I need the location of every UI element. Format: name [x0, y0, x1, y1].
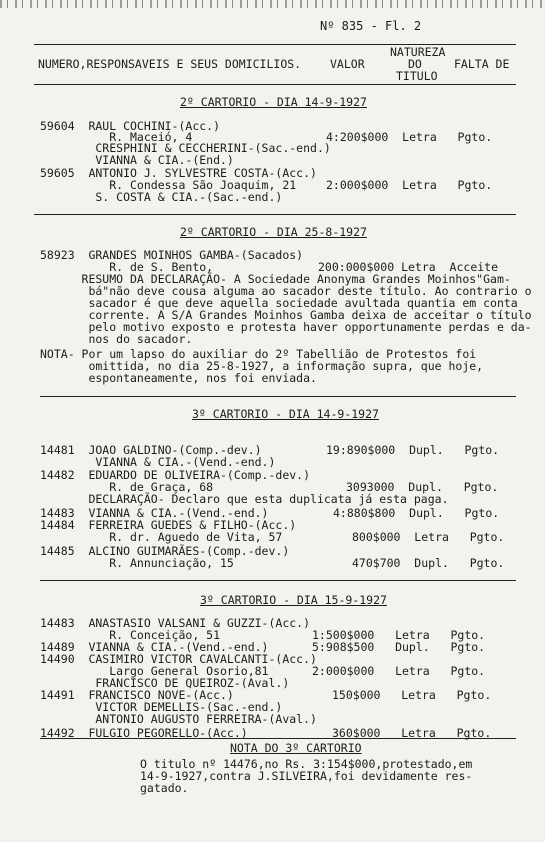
section-title-3-cartorio-15-9: 3º CARTORIO - DIA 15-9-1927	[200, 593, 387, 607]
scan-noise-top	[0, 0, 545, 8]
entry-amount: 4:200$000 Letra Pgto.	[326, 130, 493, 144]
page-reference: Nº 835 - Fl. 2	[320, 19, 422, 33]
entry-line: 14490 CASIMIRO VICTOR CAVALCANTI-(Acc.)	[40, 652, 317, 666]
entry-line: 14483 ANASTASIO VALSANI & GUZZI-(Acc.)	[40, 616, 311, 630]
entry-amount: 200:000$000 Letra Acceite	[318, 260, 499, 274]
entry-line: R. dr. Aguedo de Vita, 57	[40, 530, 283, 544]
nota-3-cartorio-title: NOTA DO 3º CARTORIO	[230, 741, 362, 755]
entry-amount: 3093000 Dupl. Pgto.	[346, 480, 499, 494]
column-natureza-2: DO	[408, 57, 422, 71]
column-falta-de: FALTA DE	[454, 57, 510, 71]
column-natureza-1: NATUREZA	[390, 45, 446, 59]
nota-line: omittida, no dia 25-8-1927, a informação supra, que hoje,	[40, 359, 484, 373]
nota-line: espontaneamente, nos foi enviada.	[40, 371, 317, 385]
entry-line: R. Annunciação, 15	[40, 556, 234, 570]
entry-line: 14485 ALCINO GUIMARÃES-(Comp.-dev.)	[40, 544, 290, 558]
entry-line: 14484 FERREIRA GUEDES & FILHO-(Acc.)	[40, 518, 297, 532]
nota-line: 14-9-1927,contra J.SILVEIRA,foi devidamente res-	[140, 769, 473, 783]
section-title-2-cartorio-14-9: 2º CARTORIO - DIA 14-9-1927	[180, 95, 367, 109]
section-divider	[34, 214, 516, 215]
nota-line: O titulo nº 14476,no Rs. 3:154$000,protestado,em	[140, 757, 473, 771]
entry-amount: 19:890$000 Dupl. Pgto.	[326, 443, 500, 457]
section-divider	[40, 580, 516, 581]
declaration-line: RESUMO DA DECLARAÇÃO- A Sociedade Anonyma Grandes Moinhos"Gam-	[40, 272, 511, 286]
entry-line: VICTOR DEMELLIS-(Sac.-end.)	[40, 700, 283, 714]
declaration-line: DECLARAÇÃO- Declaro que esta duplicata já esta paga.	[40, 492, 449, 506]
column-valor: VALOR	[330, 57, 365, 71]
entry-line: VIANNA & CIA.-(End.)	[40, 153, 234, 167]
entry-amount: 5:908$500 Dupl. Pgto.	[312, 640, 486, 654]
entry-line: 14489 VIANNA & CIA.-(Vend.-end.)	[40, 640, 269, 654]
declaration-line: sacador é que deve aquella sociedade avultada quantia em conta	[40, 296, 518, 310]
entry-line: 59605 ANTONIO J. SYLVESTRE COSTA-(Acc.)	[40, 166, 317, 180]
declaration-line: corrente. A S/A Grandes Moinhos Gamba deixa de acceitar o título	[40, 308, 532, 322]
entry-line: 59604 RAUL COCHINI-(Acc.)	[40, 119, 221, 133]
entry-amount: 2:000$000 Letra Pgto.	[326, 178, 493, 192]
entry-line: R. Conceição, 51	[40, 628, 221, 642]
entry-line: S. COSTA & CIA.-(Sac.-end.)	[40, 190, 283, 204]
section-title-2-cartorio-25-8: 2º CARTORIO - DIA 25-8-1927	[180, 225, 367, 239]
entry-line: 14492 FULGIO PEGORELLO-(Acc.)	[40, 726, 248, 740]
entry-line: 14481 JOAO GALDINO-(Comp.-dev.)	[40, 443, 262, 457]
entry-line: R. Condessa São Joaquim, 21	[40, 178, 297, 192]
entry-line: R. de Graça, 68	[40, 480, 214, 494]
header-bottom-rule	[34, 84, 516, 85]
entry-amount: 150$000 Letra Pgto.	[332, 688, 492, 702]
entry-line: Largo General Osorio,81	[40, 664, 269, 678]
section-divider	[40, 396, 516, 397]
declaration-line: nos do sacador.	[40, 332, 193, 346]
column-natureza-3: TITULO	[396, 69, 438, 83]
entry-line: 58923 GRANDES MOINHOS GAMBA-(Sacados)	[40, 248, 304, 262]
entry-amount: 1:500$000 Letra Pgto.	[312, 628, 486, 642]
nota-line: gatado.	[140, 781, 189, 795]
column-numero-responsaveis: NUMERO,RESPONSAVEIS E SEUS DOMICILIOS.	[38, 57, 302, 71]
entry-line: 14491 FRANCISCO NOVE-(Acc.)	[40, 688, 234, 702]
entry-line: R. Maceió, 4	[40, 130, 193, 144]
entry-amount: 4:880$800 Dupl. Pgto.	[333, 506, 500, 520]
entry-line: FRANCISCO DE QUEIROZ-(Aval.)	[40, 676, 290, 690]
entry-line: 14482 EDUARDO DE OLIVEIRA-(Comp.-dev.)	[40, 468, 311, 482]
entry-line: VIANNA & CIA.-(Vend.-end.)	[40, 455, 276, 469]
section-title-3-cartorio-14-9: 3º CARTORIO - DIA 14-9-1927	[192, 407, 379, 421]
entry-line: R. de S. Bento,	[40, 260, 214, 274]
entry-line: 14483 VIANNA & CIA.-(Vend.-end.)	[40, 506, 269, 520]
entry-line: ANTONIO AUGUSTO FERREIRA-(Aval.)	[40, 712, 317, 726]
entry-amount: 800$000 Letra Pgto.	[352, 530, 505, 544]
entry-amount: 470$700 Dupl. Pgto.	[352, 556, 505, 570]
nota-line: NOTA- Por um lapso do auxiliar do 2º Tabellião de Protestos foi	[40, 347, 477, 361]
entry-amount: 2:000$000 Letra Pgto.	[312, 664, 486, 678]
entry-amount: 360$000 Letra Pgto.	[332, 726, 492, 740]
entry-line: CRESPHINI & CECCHERINI-(Sac.-end.)	[40, 141, 331, 155]
declaration-line: pelo motivo exposto e protesta haver opportunamente perdas e da-	[40, 320, 532, 334]
declaration-line: bá"não deve cousa alguma ao sacador deste título. Ao contrario o	[40, 284, 532, 298]
